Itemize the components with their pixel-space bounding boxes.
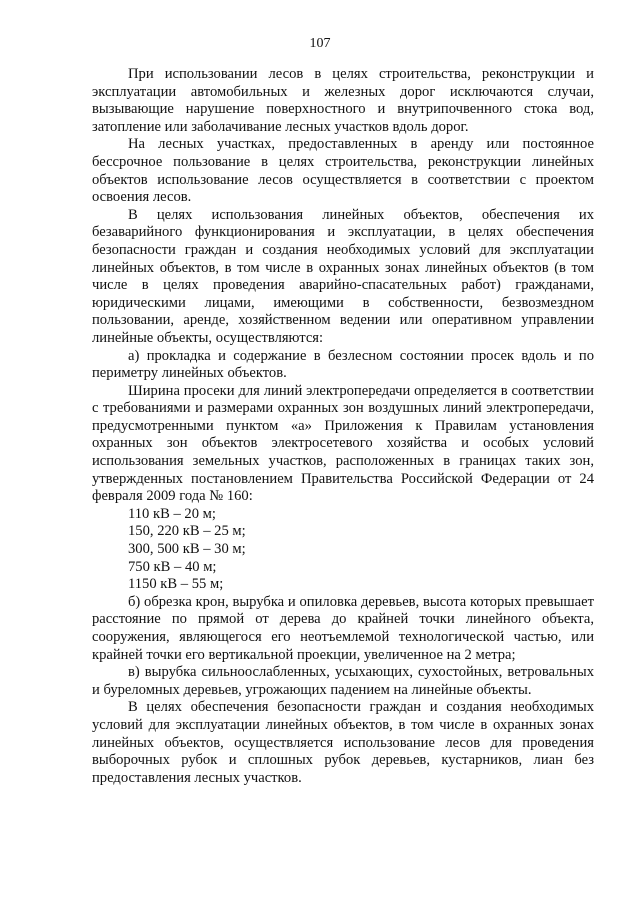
list-item-110kv: 110 кВ – 20 м; xyxy=(128,505,216,522)
paragraph-safety-felling: В целях обеспечения безопасности граждан и создания необходимых условий для эксплуатации линейных объектов, в том числе в охранных зонах линейных объектов, осуществляется использование лесов для проведения выборочных рубок и сплошных рубок деревьев, кустарников, лиан без предоставления лесных участков. xyxy=(92,699,594,786)
document-body xyxy=(92,66,594,787)
paragraph-lease-construction: На лесных участках, предоставленных в аренду или постоянное бессрочное пользование в целях строительства, реконструкции линейных объектов использование лесов осуществляется в соответствии с проектом освоения лесов. xyxy=(92,136,594,206)
list-item-150-220kv: 150, 220 кВ – 25 м; xyxy=(128,523,246,540)
paragraph-item-a-clearings: а) прокладка и содержание в безлесном состоянии просек вдоль и по периметру линейных объектов. xyxy=(92,347,594,382)
paragraph-item-b-pruning: б) обрезка крон, вырубка и опиловка деревьев, высота которых превышает расстояние по прямой от дерева до крайней точки линейного объекта, сооружения, являющегося его неотъемлемой технологической частью, или крайней точки его вертикальной проекции, увеличенное на 2 метра; xyxy=(92,593,594,663)
page-number: 107 xyxy=(309,36,331,51)
paragraph-linear-objects-purpose: В целях использования линейных объектов, обеспечения их безаварийного функционирования и эксплуатации, в целях обеспечения безопасности граждан и создания необходимых условий для эксплуатации линейных объектов, в том числе в охранных зонах линейных объектов (в том числе в целях проведения аварийно-спасательных работ) гражданами, юридическими лицами, имеющими в собственности, безвозмездном пользовании, аренде, хозяйственном ведении или оперативном управлении линейные объекты, осуществляются: xyxy=(92,206,594,346)
list-item-1150kv: 1150 кВ – 55 м; xyxy=(128,576,224,593)
paragraph-item-v-felling: в) вырубка сильноослабленных, усыхающих, сухостойных, ветровальных и буреломных деревьев, угрожающих падением на линейные объекты. xyxy=(92,664,594,698)
paragraph-clearing-width: Ширина просеки для линий электропередачи определяется в соответствии с требованиями и размерами охранных зон воздушных линий электропередачи, предусмотренными пунктом «а» Приложения к Правилам установления охранных зон объектов электросетевого хозяйства и особых условий использования земельных участков, расположенных в границах таких зон, утвержденных постановлением Правительства Российской Федерации от 24 февраля 2009 года № 160: xyxy=(92,382,594,505)
list-item-750kv: 750 кВ – 40 м; xyxy=(128,558,217,575)
list-item-300-500kv: 300, 500 кВ – 30 м; xyxy=(128,541,246,558)
paragraph-road-use: При использовании лесов в целях строительства, реконструкции и эксплуатации автомобильных и железных дорог исключаются случаи, вызывающие нарушение поверхностного и внутрипочвенного стока вод, затопление или заболачивание лесных участков вдоль дорог. xyxy=(92,66,594,135)
